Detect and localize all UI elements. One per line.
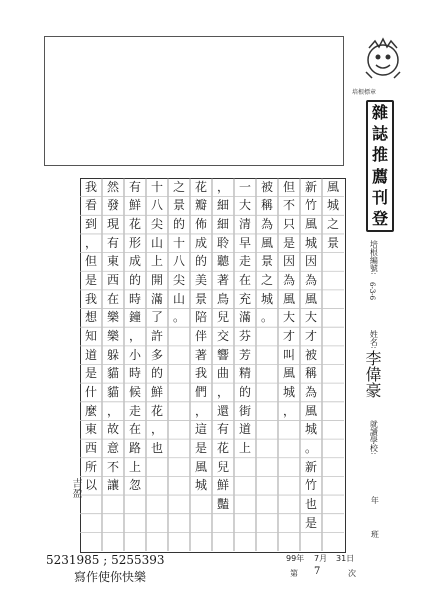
essay-char: 城 — [194, 478, 207, 493]
essay-char: 因 — [282, 254, 295, 269]
essay-char: 之 — [260, 273, 273, 288]
essay-char: 形 — [128, 235, 141, 250]
essay-char: 西 — [106, 273, 119, 288]
essay-char: 貓 — [106, 366, 119, 381]
essay-char: 城 — [304, 235, 317, 250]
essay-char: 的 — [194, 254, 207, 269]
essay-char: 城 — [326, 198, 339, 213]
essay-char: 看 — [84, 198, 97, 213]
essay-char: 。 — [304, 440, 317, 455]
essay-char: 開 — [150, 273, 163, 288]
essay-char: ， — [84, 235, 97, 250]
essay-char: 風 — [326, 179, 339, 194]
essay-char: 有 — [128, 179, 141, 194]
essay-char: 八 — [150, 198, 163, 213]
essay-char: 道 — [238, 422, 251, 437]
essay-char: 這 — [194, 422, 207, 437]
essay-char: 多 — [150, 347, 163, 362]
essay-char: 大 — [282, 310, 295, 325]
issue-prefix: 第 — [290, 569, 298, 578]
essay-char: 們 — [194, 384, 207, 399]
brand-char: 誌 — [371, 123, 388, 143]
essay-char: 以 — [84, 478, 97, 493]
logo-caption: 培根標章 — [352, 89, 377, 96]
essay-char: 滿 — [150, 291, 163, 306]
essay-char: 的 — [150, 366, 163, 381]
essay-char: 稱 — [304, 366, 317, 381]
name-label: 姓名: — [369, 330, 379, 349]
essay-char: 上 — [128, 459, 141, 474]
essay-char: 芳 — [238, 347, 251, 362]
essay-char: 被 — [260, 179, 273, 194]
essay-char: 豔 — [216, 496, 229, 511]
essay-char: 風 — [282, 291, 295, 306]
school-label: 就讀學校: — [369, 420, 379, 455]
essay-char: 東 — [84, 422, 97, 437]
essay-char: 風 — [194, 459, 207, 474]
essay-char: 為 — [304, 384, 317, 399]
essay-char: 大 — [304, 310, 317, 325]
essay-char: 被 — [304, 347, 317, 362]
essay-char: 道 — [84, 347, 97, 362]
essay-char: 西 — [84, 440, 97, 455]
essay-char: 只 — [282, 217, 295, 232]
essay-char: 在 — [106, 291, 119, 306]
grade-label: 年 — [370, 496, 380, 504]
essay-char: 兒 — [216, 310, 229, 325]
issue-number: 7 — [314, 566, 321, 577]
essay-char: 景 — [260, 254, 273, 269]
essay-char: 是 — [84, 366, 97, 381]
essay-char: 陪 — [194, 310, 207, 325]
essay-char: 尖 — [150, 217, 163, 232]
bacon-logo-icon — [360, 36, 406, 82]
essay-char: 上 — [150, 254, 163, 269]
essay-char: 我 — [84, 179, 97, 194]
essay-char: ， — [128, 329, 141, 344]
essay-char: 花 — [194, 179, 207, 194]
essay-char: 鐘 — [128, 310, 141, 325]
essay-char: ， — [106, 403, 119, 418]
essay-char: 是 — [84, 273, 97, 288]
essay-char: 是 — [282, 235, 295, 250]
essay-char: 城 — [282, 384, 295, 399]
essay-char: 山 — [150, 235, 163, 250]
essay-char: 我 — [84, 291, 97, 306]
essay-char: 新 — [304, 179, 317, 194]
brand-char: 雜 — [371, 102, 388, 122]
essay-char: 著 — [216, 273, 229, 288]
essay-char: 鮮 — [216, 478, 229, 493]
essay-char: 在 — [128, 422, 141, 437]
essay-char: 八 — [172, 254, 185, 269]
date-year: 99年 — [286, 554, 305, 563]
essay-char: 花 — [128, 217, 141, 232]
essay-char: 樂 — [106, 310, 119, 325]
date-day: 31日 — [336, 554, 355, 563]
essay-char: 因 — [304, 254, 317, 269]
essay-char: 景 — [194, 291, 207, 306]
code-value: 6-3-6 — [368, 282, 376, 301]
essay-char: 不 — [106, 459, 119, 474]
essay-char: 兒 — [216, 459, 229, 474]
essay-char: 山 — [172, 291, 185, 306]
essay-char: 竹 — [304, 198, 317, 213]
essay-char: 為 — [260, 217, 273, 232]
essay-char: 麼 — [84, 403, 97, 418]
essay-char: 芬 — [238, 329, 251, 344]
essay-char: 走 — [128, 403, 141, 418]
essay-char: ， — [216, 179, 229, 194]
essay-char: ， — [150, 422, 163, 437]
essay-char: 交 — [216, 329, 229, 344]
essay-char: 伴 — [194, 329, 207, 344]
essay-char: ， — [194, 403, 207, 418]
essay-char: 大 — [238, 198, 251, 213]
essay-char: 在 — [238, 273, 251, 288]
essay-char: 到 — [84, 217, 97, 232]
essay-char: 什 — [84, 384, 97, 399]
essay-char: 細 — [216, 198, 229, 213]
essay-char: 時 — [128, 366, 141, 381]
essay-char: 滿 — [238, 310, 251, 325]
essay-char: 著 — [194, 347, 207, 362]
essay-char: 景 — [172, 198, 185, 213]
essay-char: 現 — [106, 217, 119, 232]
essay-char: 有 — [216, 422, 229, 437]
essay-char: 時 — [128, 291, 141, 306]
essay-char: 十 — [150, 179, 163, 194]
essay-char: 稱 — [260, 198, 273, 213]
essay-char: 但 — [84, 254, 97, 269]
essay-char: 為 — [282, 273, 295, 288]
brand-char: 薦 — [371, 166, 388, 186]
essay-char: 城 — [260, 291, 273, 306]
essay-char: 瓣 — [194, 198, 207, 213]
essay-char: 之 — [326, 217, 339, 232]
essay-char: 景 — [326, 235, 339, 250]
essay-char: 然 — [106, 179, 119, 194]
essay-char: 清 — [238, 217, 251, 232]
essay-char: 聆 — [216, 235, 229, 250]
essay-char: 新 — [304, 459, 317, 474]
essay-char: ， — [216, 384, 229, 399]
essay-char: 才 — [304, 329, 317, 344]
essay-char: 竹 — [304, 478, 317, 493]
essay-char: 走 — [238, 254, 251, 269]
stamp-numbers: 5231985 ; 5255393 — [46, 553, 165, 567]
essay-char: 發 — [106, 198, 119, 213]
illustration-frame — [44, 36, 344, 166]
essay-char: 的 — [238, 384, 251, 399]
student-name: 李偉豪 — [363, 350, 382, 398]
essay-char: 鳥 — [216, 291, 229, 306]
essay-char: 鮮 — [128, 198, 141, 213]
essay-char: 風 — [304, 217, 317, 232]
essay-char: 候 — [128, 384, 141, 399]
essay-char: 了 — [150, 310, 163, 325]
essay-char: 故 — [106, 422, 119, 437]
essay-char: 但 — [282, 179, 295, 194]
essay-char: 花 — [150, 403, 163, 418]
essay-char: 不 — [282, 198, 295, 213]
essay-char: 尖 — [172, 273, 185, 288]
essay-char: 意 — [106, 440, 119, 455]
essay-char: 的 — [172, 217, 185, 232]
teacher-signature: 吉盈 — [70, 478, 81, 498]
essay-char: 佈 — [194, 217, 207, 232]
essay-char: 城 — [304, 422, 317, 437]
essay-char: 上 — [238, 440, 251, 455]
issue-suffix: 次 — [348, 569, 356, 578]
essay-char: 貓 — [106, 384, 119, 399]
essay-char: 花 — [216, 440, 229, 455]
essay-char: 十 — [172, 235, 185, 250]
essay-char: 響 — [216, 347, 229, 362]
class-label: 班 — [370, 530, 380, 538]
essay-char: 樂 — [106, 329, 119, 344]
essay-char: 叫 — [282, 347, 295, 362]
essay-char: 的 — [128, 273, 141, 288]
essay-char: 細 — [216, 217, 229, 232]
essay-char: 所 — [84, 459, 97, 474]
essay-char: 也 — [150, 440, 163, 455]
essay-char: 東 — [106, 254, 119, 269]
essay-char: 之 — [172, 179, 185, 194]
brand-char: 推 — [371, 145, 388, 165]
brand-char: 登 — [371, 209, 388, 229]
essay-char: 為 — [304, 273, 317, 288]
essay-char: 是 — [304, 515, 317, 530]
code-label: 培根編號: — [369, 240, 379, 275]
essay-char: 知 — [84, 329, 97, 344]
essay-char: 忽 — [128, 478, 141, 493]
essay-char: 也 — [304, 496, 317, 511]
brand-char: 刊 — [371, 187, 388, 207]
essay-char: 許 — [150, 329, 163, 344]
essay-char: 風 — [304, 403, 317, 418]
essay-char: 躲 — [106, 347, 119, 362]
essay-char: 成 — [128, 254, 141, 269]
essay-char: 我 — [194, 366, 207, 381]
essay-char: ， — [282, 403, 295, 418]
essay-char: 充 — [238, 291, 251, 306]
essay-char: 曲 — [216, 366, 229, 381]
essay-char: 。 — [172, 310, 185, 325]
essay-char: 成 — [194, 235, 207, 250]
essay-char: 讓 — [106, 478, 119, 493]
essay-char: 精 — [238, 366, 251, 381]
essay-char: 一 — [238, 179, 251, 194]
essay-char: 風 — [260, 235, 273, 250]
essay-char: 街 — [238, 403, 251, 418]
essay-char: 風 — [282, 366, 295, 381]
essay-body — [80, 178, 344, 551]
essay-char: 鮮 — [150, 384, 163, 399]
essay-char: 還 — [216, 403, 229, 418]
essay-char: 早 — [238, 235, 251, 250]
essay-char: 是 — [194, 440, 207, 455]
essay-char: 聽 — [216, 254, 229, 269]
essay-char: 想 — [84, 310, 97, 325]
essay-char: 。 — [260, 310, 273, 325]
magazine-recommend-stamp — [366, 100, 394, 232]
essay-char: 有 — [106, 235, 119, 250]
essay-char: 美 — [194, 273, 207, 288]
essay-char: 路 — [128, 440, 141, 455]
essay-char: 風 — [304, 291, 317, 306]
slogan: 寫作使你快樂 — [74, 570, 147, 584]
date-month: 7月 — [314, 554, 328, 563]
essay-char: 小 — [128, 347, 141, 362]
essay-char: 才 — [282, 329, 295, 344]
